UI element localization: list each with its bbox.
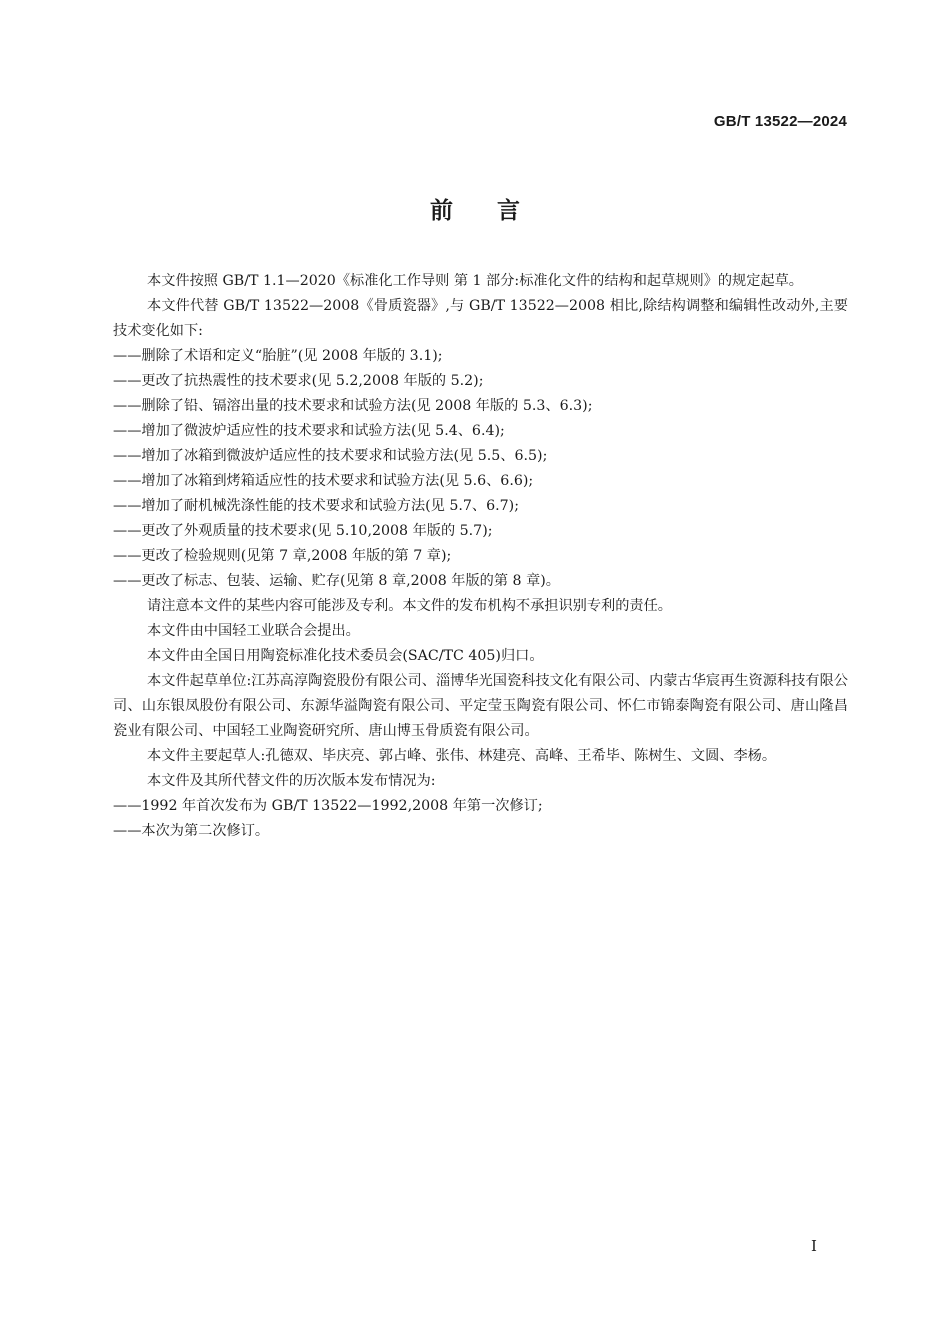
paragraph-version-history: 本文件及其所代替文件的历次版本发布情况为: — [147, 773, 436, 789]
paragraph-drafting-units: 本文件起草单位:江苏高淳陶瓷股份有限公司、淄博华光国瓷科技文化有限公司、内蒙古华宸再生资源科技有限公司、山东银凤股份有限公司、东源华溢陶瓷有限公司、平定莹玉陶瓷有限公司、怀仁市锦泰陶瓷有限公司、唐山隆昌瓷业有限公司、中国轻工业陶瓷研究所、唐山博玉骨质瓷有限公司。 — [113, 673, 848, 739]
change-item: ——增加了冰箱到烤箱适应性的技术要求和试验方法(见 5.6、6.6); — [113, 473, 534, 489]
paragraph-drafting-rules: 本文件按照 GB/T 1.1—2020《标准化工作导则 第 1 部分:标准化文件的结构和起草规则》的规定起草。 — [147, 273, 803, 289]
page-number: I — [811, 1237, 817, 1255]
change-item: ——增加了微波炉适应性的技术要求和试验方法(见 5.4、6.4); — [113, 423, 505, 439]
document-code: GB/T 13522—2024 — [713, 113, 847, 130]
change-item: ——增加了耐机械洗涤性能的技术要求和试验方法(见 5.7、6.7); — [113, 498, 519, 514]
change-item: ——增加了冰箱到微波炉适应性的技术要求和试验方法(见 5.5、6.5); — [113, 448, 548, 464]
paragraph-drafters: 本文件主要起草人:孔德双、毕庆亮、郭占峰、张伟、林建亮、高峰、王希毕、陈树生、文圆、李杨。 — [147, 748, 777, 764]
foreword-body — [113, 269, 848, 844]
page-title: 前言 — [430, 198, 564, 224]
change-item: ——删除了铅、镉溶出量的技术要求和试验方法(见 2008 年版的 5.3、6.3); — [113, 398, 593, 414]
change-item: ——更改了外观质量的技术要求(见 5.10,2008 年版的 5.7); — [113, 523, 493, 539]
change-item: ——更改了标志、包装、运输、贮存(见第 8 章,2008 年版的第 8 章)。 — [113, 573, 560, 589]
paragraph-patent-notice: 请注意本文件的某些内容可能涉及专利。本文件的发布机构不承担识别专利的责任。 — [147, 598, 672, 614]
paragraph-committee: 本文件由全国日用陶瓷标准化技术委员会(SAC/TC 405)归口。 — [147, 648, 544, 664]
change-item: ——更改了抗热震性的技术要求(见 5.2,2008 年版的 5.2); — [113, 373, 484, 389]
history-item: ——本次为第二次修订。 — [113, 823, 270, 839]
paragraph-proposer: 本文件由中国轻工业联合会提出。 — [147, 623, 360, 639]
paragraph-replacement: 本文件代替 GB/T 13522—2008《骨质瓷器》,与 GB/T 13522—2008 相比,除结构调整和编辑性改动外,主要技术变化如下: — [113, 298, 848, 339]
history-item: ——1992 年首次发布为 GB/T 13522—1992,2008 年第一次修订; — [113, 798, 543, 814]
change-item: ——删除了术语和定义“胎脏”(见 2008 年版的 3.1); — [113, 348, 443, 364]
change-item: ——更改了检验规则(见第 7 章,2008 年版的第 7 章); — [113, 548, 452, 564]
